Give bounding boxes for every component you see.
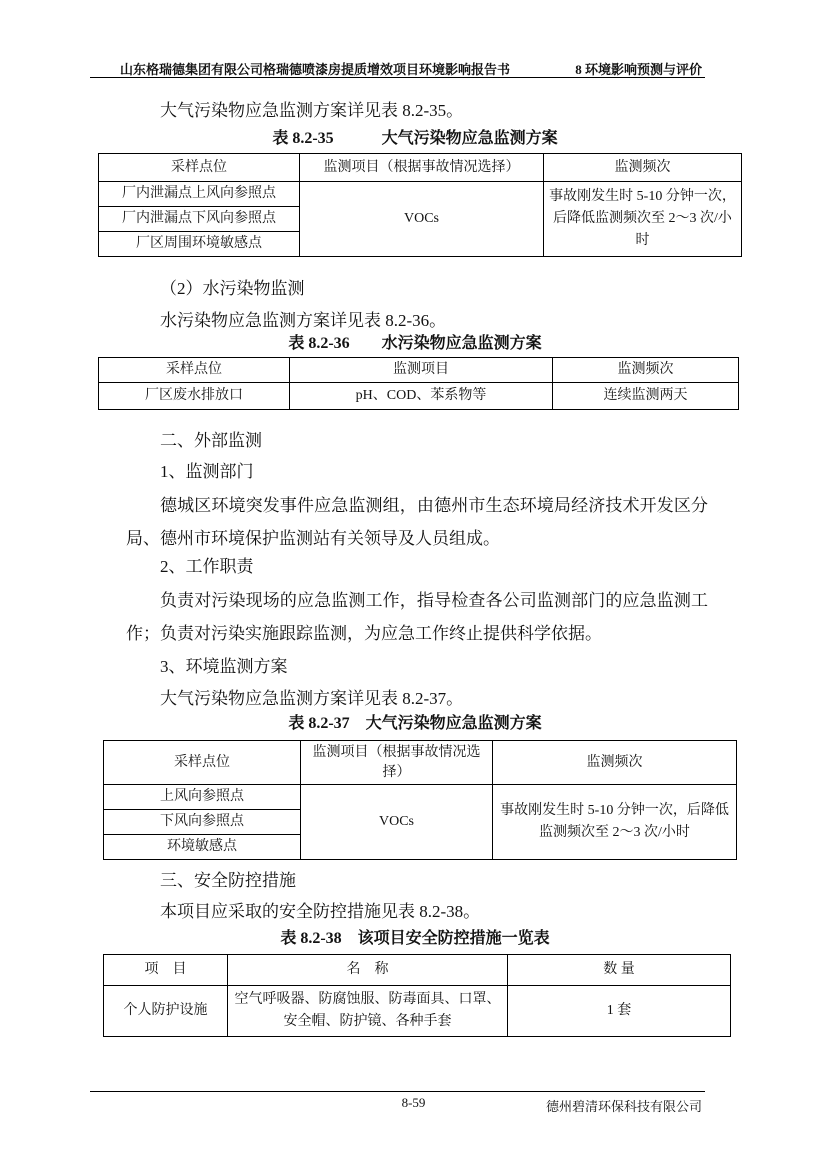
table-cell-frequency: 事故刚发生时 5-10 分钟一次，后降低监测频次至 2～3 次/小时 — [493, 785, 737, 860]
footer-page-number: 8-59 — [401, 1095, 426, 1110]
heading-monitoring-plan: 3、环境监测方案 — [160, 657, 288, 676]
heading-monitoring-department: 1、监测部门 — [160, 462, 254, 481]
table-row — [99, 383, 739, 410]
paragraph-intro-table-36: 水污染物应急监测方案详见表 8.2-36。 — [160, 311, 447, 330]
table-header-cell: 监测项目（根据事故情况选择） — [300, 154, 544, 182]
heading-work-duty: 2、工作职责 — [160, 557, 254, 576]
footer-company-name: 德州碧清环保科技有限公司 — [545, 1099, 702, 1114]
heading-safety-measures: 三、安全防控措施 — [160, 871, 296, 890]
footer-rule — [90, 1091, 705, 1092]
paragraph-duty: 负责对污染现场的应急监测工作，指导检查各公司监测部门的应急监测工作；负责对污染实施跟踪监测，为应急工作终止提供科学依据。 — [126, 591, 708, 643]
table-header-row — [99, 154, 742, 182]
table-8-2-36 — [98, 357, 739, 410]
table-header-cell: 监测项目 — [290, 358, 553, 383]
table-header-row — [99, 358, 739, 383]
table-38-title: 表 8.2-38 该项目安全防控措施一览表 — [280, 930, 550, 947]
table-header-cell: 名 称 — [228, 955, 508, 986]
table-cell-sample-point: 厂内泄漏点上风向参照点 — [99, 182, 300, 207]
table-cell-name: 空气呼吸器、防腐蚀服、防毒面具、口罩、安全帽、防护镜、各种手套 — [228, 986, 508, 1037]
table-cell-sample-point: 环境敏感点 — [104, 835, 301, 860]
table-header-row — [104, 955, 731, 986]
heading-water-monitoring: （2）水污染物监测 — [160, 279, 305, 298]
table-cell-monitor-item: VOCs — [300, 182, 544, 257]
table-header-cell: 采样点位 — [104, 741, 301, 785]
table-header-row — [104, 741, 737, 785]
table-header-cell: 监测项目（根据事故情况选择） — [301, 741, 493, 785]
table-cell-frequency: 连续监测两天 — [553, 383, 739, 410]
paragraph-intro-table-35: 大气污染物应急监测方案详见表 8.2-35。 — [160, 101, 464, 120]
table-cell-monitor-item: VOCs — [301, 785, 493, 860]
paragraph-intro-table-37: 大气污染物应急监测方案详见表 8.2-37。 — [160, 689, 464, 708]
table-35-title: 表 8.2-35 大气污染物应急监测方案 — [272, 130, 558, 147]
table-header-cell: 监测频次 — [544, 154, 742, 182]
paragraph-department: 德城区环境突发事件应急监测组，由德州市生态环境局经济技术开发区分局、德州市环境保护监测站有关领导及人员组成。 — [126, 496, 708, 548]
table-header-cell: 监测频次 — [493, 741, 737, 785]
heading-external-monitoring: 二、外部监测 — [160, 431, 262, 450]
table-37-title: 表 8.2-37 大气污染物应急监测方案 — [288, 715, 542, 732]
table-cell-sample-point: 厂内泄漏点下风向参照点 — [99, 207, 300, 232]
table-cell-sample-point: 厂区周围环境敏感点 — [99, 232, 300, 257]
table-8-2-38 — [103, 954, 731, 1037]
table-8-2-35 — [98, 153, 742, 257]
header-left-title: 山东格瑞德集团有限公司格瑞德喷漆房提质增效项目环境影响报告书 — [120, 62, 511, 77]
table-header-cell: 项 目 — [104, 955, 228, 986]
table-cell-item: 个人防护设施 — [104, 986, 228, 1037]
table-cell-sample-point: 厂区废水排放口 — [99, 383, 290, 410]
table-cell-sample-point: 下风向参照点 — [104, 810, 301, 835]
table-cell-monitor-item: pH、COD、苯系物等 — [290, 383, 553, 410]
table-cell-quantity: 1 套 — [508, 986, 731, 1037]
table-row — [104, 785, 737, 810]
paragraph-intro-table-38: 本项目应采取的安全防控措施见表 8.2-38。 — [160, 902, 481, 921]
table-header-cell: 数 量 — [508, 955, 731, 986]
table-header-cell: 监测频次 — [553, 358, 739, 383]
table-cell-frequency: 事故刚发生时 5-10 分钟一次，后降低监测频次至 2～3 次/小时 — [544, 182, 742, 257]
table-header-cell: 采样点位 — [99, 358, 290, 383]
table-row — [104, 986, 731, 1037]
table-36-title: 表 8.2-36 水污染物应急监测方案 — [288, 335, 542, 352]
table-8-2-37 — [103, 740, 737, 860]
table-header-cell: 采样点位 — [99, 154, 300, 182]
header-chapter-title: 8 环境影响预测与评价 — [575, 62, 702, 77]
header-rule — [90, 77, 705, 78]
table-row — [99, 182, 742, 207]
table-cell-sample-point: 上风向参照点 — [104, 785, 301, 810]
